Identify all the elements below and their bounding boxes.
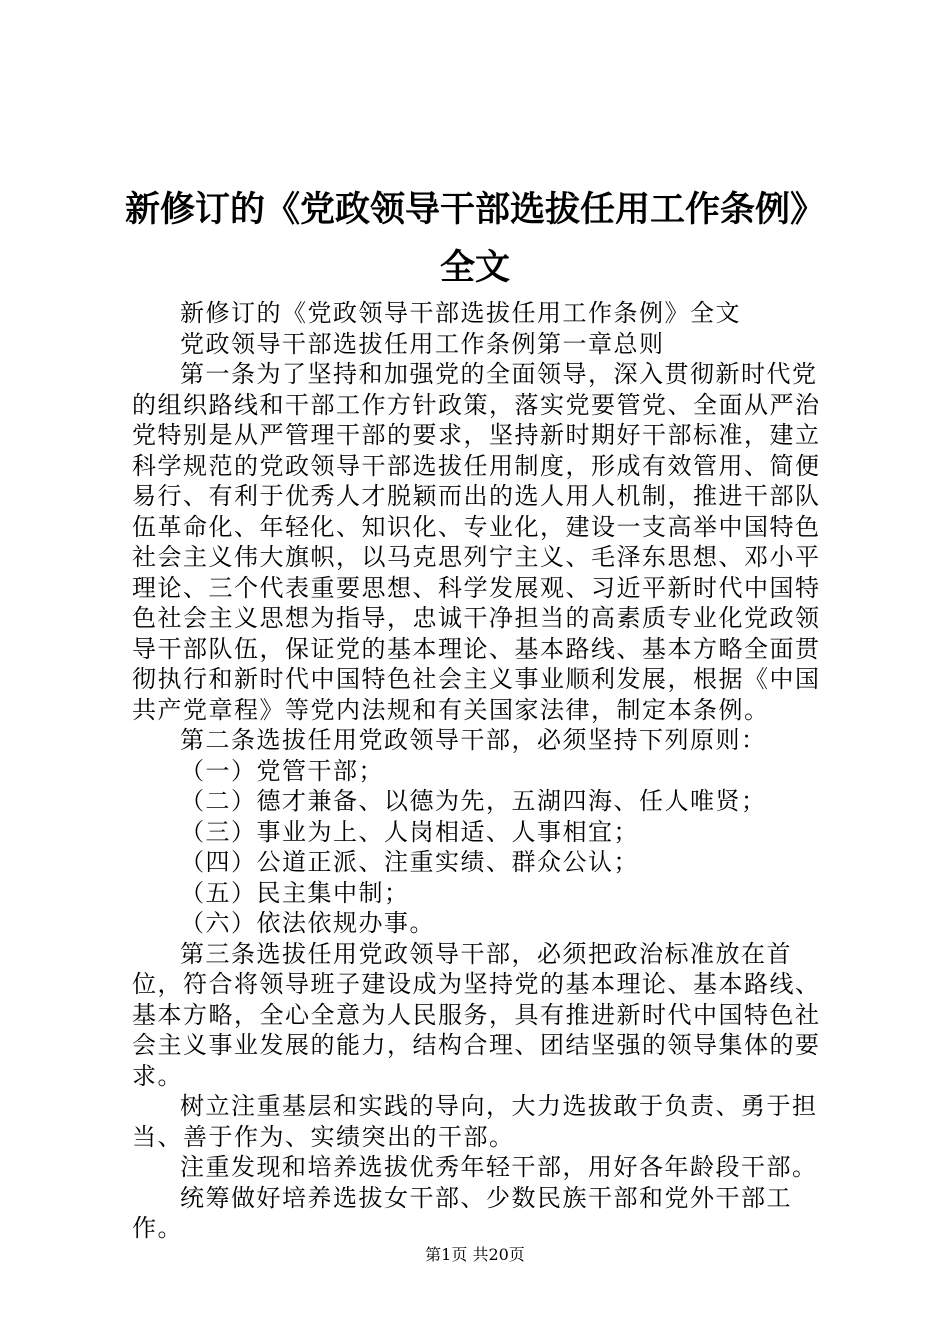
document-title-line-1: 新修订的《党政领导干部选拔任用工作条例》	[124, 190, 825, 230]
paragraph-female-minority-cadres: 统筹做好培养选拔女干部、少数民族干部和党外干部工作。	[132, 1183, 792, 1242]
paragraph-subtitle: 新修订的《党政领导干部选拔任用工作条例》全文	[180, 299, 741, 327]
paragraph-article-2: 第二条选拔任用党政领导干部，必须坚持下列原则：	[180, 726, 767, 754]
principle-item-4: （四）公道正派、注重实绩、群众公认；	[180, 848, 639, 876]
principle-item-5: （五）民主集中制；	[180, 878, 410, 907]
paragraph-chapter-heading: 党政领导干部选拔任用工作条例第一章总则	[180, 329, 665, 358]
paragraph-article-3: 第三条选拔任用党政领导干部，必须把政治标准放在首位，符合将领导班子建设成为坚持党的基本理论、基本路线、基本方略，全心全意为人民服务，具有推进新时代中国特色社会主义事业发展的能力，结构合理、团结坚强的领导集体的要求。	[132, 939, 821, 1090]
document-body	[132, 298, 828, 1244]
page-footer: 第1页 共20页	[425, 1245, 525, 1264]
paragraph-grassroots: 树立注重基层和实践的导向，大力选拔敢于负责、勇于担当、善于作为、实绩突出的干部。	[132, 1092, 818, 1151]
principle-item-3: （三）事业为上、人岗相适、人事相宜；	[180, 817, 639, 846]
principle-item-1: （一）党管干部；	[180, 756, 384, 785]
paragraph-article-1: 第一条为了坚持和加强党的全面领导，深入贯彻新时代党的组织路线和干部工作方针政策，落实党要管党、全面从严治党特别是从严管理干部的要求，坚持新时期好干部标准，建立科学规范的党政领导干部选拔任用制度，形成有效管用、简便易行、有利于优秀人才脱颖而出的选人用人机制，推进干部队伍革命化、年轻化、知识化、专业化，建设一支高举中国特色社会主义伟大旗帜，以马克思列宁主义、毛泽东思想、邓小平理论、三个代表重要思想、科学发展观、习近平新时代中国特色社会主义思想为指导，忠诚干净担当的高素质专业化党政领导干部队伍，保证党的基本理论、基本路线、基本方略全面贯彻执行和新时代中国特色社会主义事业顺利发展，根据《中国共产党章程》等党内法规和有关国家法律，制定本条例。	[132, 360, 821, 724]
principle-item-6: （六）依法依规办事。	[180, 909, 435, 937]
paragraph-young-cadres: 注重发现和培养选拔优秀年轻干部，用好各年龄段干部。	[180, 1153, 818, 1181]
principle-item-2: （二）德才兼备、以德为先，五湖四海、任人唯贤；	[180, 787, 767, 815]
document-title-line-2: 全文	[439, 248, 510, 288]
